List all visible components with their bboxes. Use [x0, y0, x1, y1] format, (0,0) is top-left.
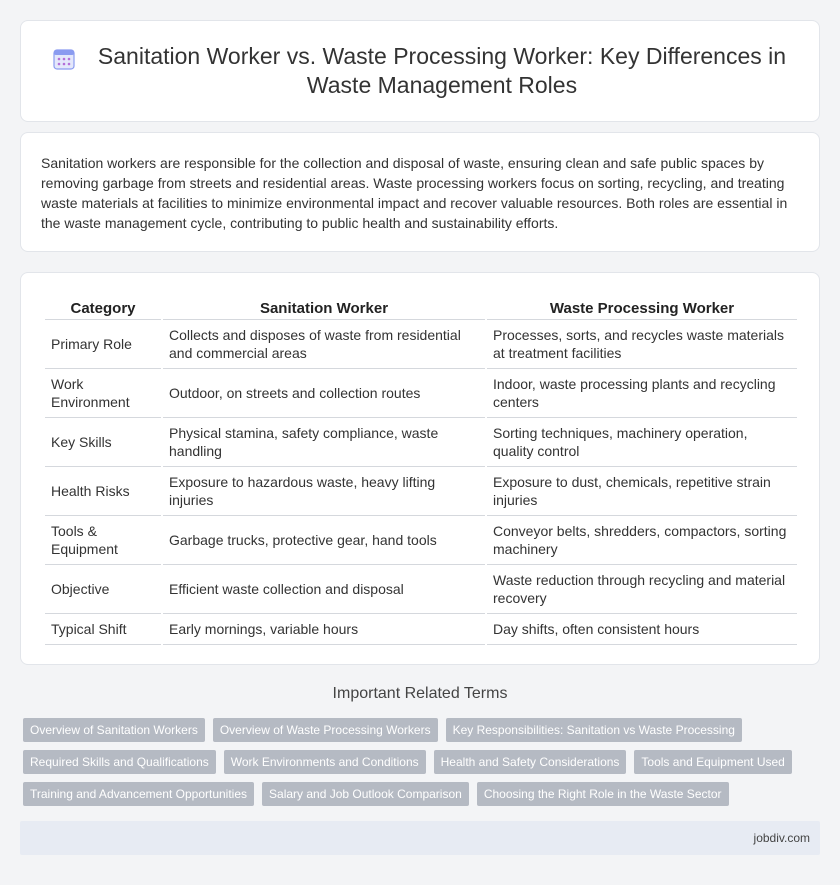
- related-term-tag[interactable]: Training and Advancement Opportunities: [23, 782, 254, 806]
- tag-row: [23, 750, 823, 774]
- header-sanitation-worker: Sanitation Worker: [163, 295, 485, 320]
- processing-cell: Waste reduction through recycling and material recovery: [487, 565, 797, 614]
- comparison-table-card: [20, 272, 820, 665]
- category-cell: Health Risks: [45, 467, 161, 516]
- table-row: [45, 320, 797, 369]
- related-term-tag[interactable]: Salary and Job Outlook Comparison: [262, 782, 469, 806]
- tag-row: [23, 782, 823, 806]
- footer: [20, 821, 820, 855]
- related-term-tag[interactable]: Key Responsibilities: Sanitation vs Waste Processing: [446, 718, 742, 742]
- table-row: [45, 516, 797, 565]
- table-row: [45, 467, 797, 516]
- header-category: Category: [45, 295, 161, 320]
- intro-text: Sanitation workers are responsible for the collection and disposal of waste, ensuring clean and safe public spaces by removing garbage from streets and residential areas. Waste processing workers focus on sorting, recycling, and treating waste materials at facilities to minimize environmental impact and recover valuable resources. Both roles are essential in the waste management cycle, contributing to public health and sustainability efforts.: [41, 155, 788, 231]
- sanitation-cell: Collects and disposes of waste from residential and commercial areas: [163, 320, 485, 369]
- calendar-icon: [53, 48, 75, 70]
- processing-cell: Processes, sorts, and recycles waste materials at treatment facilities: [487, 320, 797, 369]
- sanitation-cell: Exposure to hazardous waste, heavy lifting injuries: [163, 467, 485, 516]
- sanitation-cell: Physical stamina, safety compliance, waste handling: [163, 418, 485, 467]
- sanitation-cell: Efficient waste collection and disposal: [163, 565, 485, 614]
- category-cell: Typical Shift: [45, 614, 161, 645]
- related-term-tag[interactable]: Tools and Equipment Used: [634, 750, 791, 774]
- related-terms-heading: Important Related Terms: [332, 685, 508, 702]
- header-waste-processing-worker: Waste Processing Worker: [487, 295, 797, 320]
- table-header-row: [45, 295, 797, 320]
- related-terms-tags: [23, 718, 823, 814]
- page-title: Sanitation Worker vs. Waste Processing Worker: Key Differences in Waste Management Roles: [97, 43, 787, 98]
- category-cell: Primary Role: [45, 320, 161, 369]
- title-wrap: [23, 42, 817, 100]
- related-term-tag[interactable]: Overview of Waste Processing Workers: [213, 718, 438, 742]
- processing-cell: Day shifts, often consistent hours: [487, 614, 797, 645]
- sanitation-cell: Garbage trucks, protective gear, hand tools: [163, 516, 485, 565]
- sanitation-cell: Outdoor, on streets and collection routes: [163, 369, 485, 418]
- table-row: [45, 369, 797, 418]
- related-term-tag[interactable]: Overview of Sanitation Workers: [23, 718, 205, 742]
- tag-row: [23, 718, 823, 742]
- table-row: [45, 565, 797, 614]
- related-term-tag[interactable]: Choosing the Right Role in the Waste Sector: [477, 782, 729, 806]
- comparison-table: [43, 295, 799, 645]
- processing-cell: Conveyor belts, shredders, compactors, sorting machinery: [487, 516, 797, 565]
- intro-card: [20, 132, 820, 252]
- title-card: [20, 20, 820, 122]
- footer-site-link[interactable]: jobdiv.com: [753, 831, 810, 845]
- table-row: [45, 614, 797, 645]
- processing-cell: Sorting techniques, machinery operation, quality control: [487, 418, 797, 467]
- category-cell: Work Environment: [45, 369, 161, 418]
- category-cell: Objective: [45, 565, 161, 614]
- sanitation-cell: Early mornings, variable hours: [163, 614, 485, 645]
- processing-cell: Indoor, waste processing plants and recycling centers: [487, 369, 797, 418]
- related-term-tag[interactable]: Required Skills and Qualifications: [23, 750, 216, 774]
- related-term-tag[interactable]: Work Environments and Conditions: [224, 750, 426, 774]
- category-cell: Key Skills: [45, 418, 161, 467]
- processing-cell: Exposure to dust, chemicals, repetitive strain injuries: [487, 467, 797, 516]
- table-row: [45, 418, 797, 467]
- related-term-tag[interactable]: Health and Safety Considerations: [434, 750, 627, 774]
- category-cell: Tools & Equipment: [45, 516, 161, 565]
